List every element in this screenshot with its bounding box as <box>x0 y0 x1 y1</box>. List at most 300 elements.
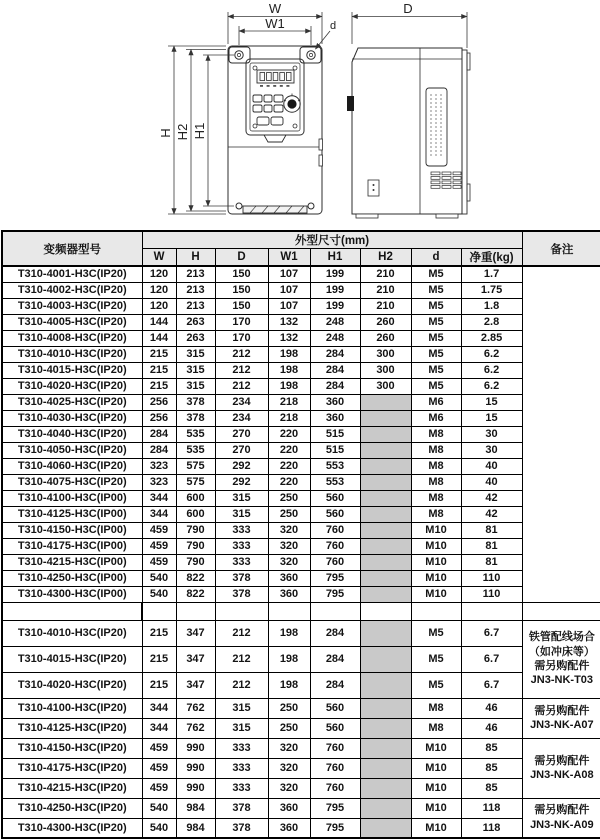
dim-cell: M10 <box>411 570 461 586</box>
dim-cell <box>360 426 411 442</box>
dim-cell: 378 <box>215 586 268 602</box>
dim-cell: 790 <box>176 522 215 538</box>
dim-cell: 320 <box>268 522 310 538</box>
table-row <box>2 266 600 282</box>
model-cell: T310-4001-H3C(IP20) <box>2 266 142 282</box>
dim-cell: 215 <box>142 362 176 378</box>
table-row <box>2 506 600 522</box>
dim-cell: 315 <box>176 362 215 378</box>
table-row <box>2 346 600 362</box>
dim-cell: 260 <box>360 330 411 346</box>
dim-cell <box>360 738 411 758</box>
dim-cell: 150 <box>215 298 268 314</box>
dim-cell: 198 <box>268 620 310 646</box>
table-row <box>2 672 600 698</box>
dim-cell: 212 <box>215 378 268 394</box>
terminal-cover-strip <box>243 206 307 213</box>
table-row <box>2 458 600 474</box>
dim-cell: 198 <box>268 646 310 672</box>
dim-cell: 459 <box>142 554 176 570</box>
dim-cell: 284 <box>310 346 360 362</box>
dim-cell <box>360 646 411 672</box>
remark-cell: 需另购配件 JN3-NK-A07 <box>522 698 600 738</box>
dim-cell: M5 <box>411 314 461 330</box>
dim-cell: 220 <box>268 426 310 442</box>
model-cell: T310-4125-H3C(IP00) <box>2 506 142 522</box>
dim-cell: 762 <box>176 718 215 738</box>
dim-cell: 315 <box>215 718 268 738</box>
dim-cell: 760 <box>310 738 360 758</box>
dim-cell: M8 <box>411 490 461 506</box>
dim-cell: 315 <box>215 698 268 718</box>
dim-cell: M5 <box>411 378 461 394</box>
dim-cell: 600 <box>176 506 215 522</box>
dim-cell: 344 <box>142 506 176 522</box>
dim-cell: 535 <box>176 442 215 458</box>
dim-cell: 320 <box>268 738 310 758</box>
dim-cell: 320 <box>268 778 310 798</box>
table-row <box>2 698 600 718</box>
dim-cell: 315 <box>176 378 215 394</box>
separator-cell <box>360 602 411 620</box>
dim-cell: 218 <box>268 410 310 426</box>
dim-cell: 120 <box>142 298 176 314</box>
table-row <box>2 410 600 426</box>
dim-cell: 315 <box>215 506 268 522</box>
table-row <box>2 442 600 458</box>
remark-cell: 需另购配件 JN3-NK-A08 <box>522 738 600 798</box>
dim-cell: 760 <box>310 778 360 798</box>
dim-cell: 795 <box>310 586 360 602</box>
dim-cell: 984 <box>176 798 215 818</box>
dim-cell: 360 <box>268 798 310 818</box>
separator-cell <box>268 602 310 620</box>
dim-cell: 540 <box>142 586 176 602</box>
dim-cell: 218 <box>268 394 310 410</box>
dim-cell: M5 <box>411 620 461 646</box>
dim-cell: 795 <box>310 570 360 586</box>
col-header-w1: W1 <box>268 249 310 267</box>
model-cell: T310-4215-H3C(IP00) <box>2 554 142 570</box>
remark-cell <box>522 266 600 602</box>
dim-cell: 284 <box>310 378 360 394</box>
dim-cell <box>360 458 411 474</box>
dim-cell: 81 <box>461 522 522 538</box>
table-row <box>2 778 600 798</box>
dim-cell: 990 <box>176 758 215 778</box>
model-cell: T310-4060-H3C(IP20) <box>2 458 142 474</box>
separator-cell <box>461 602 522 620</box>
model-cell: T310-4005-H3C(IP20) <box>2 314 142 330</box>
dim-cell: 210 <box>360 298 411 314</box>
dim-cell: 120 <box>142 282 176 298</box>
dim-cell <box>360 538 411 554</box>
back-plate <box>462 50 470 214</box>
dim-cell: 6.2 <box>461 346 522 362</box>
dim-cell: M10 <box>411 538 461 554</box>
dim-cell: 263 <box>176 330 215 346</box>
dim-cell: 199 <box>310 266 360 282</box>
dim-cell: 575 <box>176 474 215 490</box>
dim-cell: 378 <box>176 394 215 410</box>
dim-cell: 344 <box>142 718 176 738</box>
dim-cell: 378 <box>215 818 268 838</box>
model-cell: T310-4020-H3C(IP20) <box>2 672 142 698</box>
col-header-remark: 备注 <box>522 231 600 266</box>
dim-cell: 213 <box>176 266 215 282</box>
col-header-screw: d <box>411 249 461 267</box>
dim-cell: 790 <box>176 538 215 554</box>
dim-cell <box>360 490 411 506</box>
col-header-h1: H1 <box>310 249 360 267</box>
dim-cell: 40 <box>461 458 522 474</box>
model-cell: T310-4150-H3C(IP00) <box>2 522 142 538</box>
dim-cell <box>360 778 411 798</box>
dim-cell: 284 <box>310 646 360 672</box>
table-row <box>2 798 600 818</box>
dim-cell: 320 <box>268 758 310 778</box>
dim-cell: 210 <box>360 282 411 298</box>
dim-cell: 515 <box>310 426 360 442</box>
dim-cell: 300 <box>360 346 411 362</box>
dim-cell: 822 <box>176 570 215 586</box>
dim-cell: 284 <box>310 362 360 378</box>
table-row <box>2 818 600 838</box>
dim-cell: 215 <box>142 378 176 394</box>
dim-cell: 1.8 <box>461 298 522 314</box>
dim-cell: 107 <box>268 298 310 314</box>
col-header-model: 变频器型号 <box>2 231 142 266</box>
col-header-weight: 净重(kg) <box>461 249 522 267</box>
separator-row <box>2 602 600 620</box>
dim-cell: 270 <box>215 442 268 458</box>
separator-cell <box>310 602 360 620</box>
separator-cell <box>176 602 215 620</box>
dim-cell: 170 <box>215 330 268 346</box>
dim-cell: 6.2 <box>461 378 522 394</box>
inverter-outline-drawing <box>0 0 600 230</box>
remark-cell: 需另购配件 JN3-NK-A09 <box>522 798 600 838</box>
separator-cell <box>522 602 600 620</box>
dim-cell: 360 <box>268 818 310 838</box>
dim-cell: M8 <box>411 698 461 718</box>
dim-cell: M10 <box>411 554 461 570</box>
table-row <box>2 362 600 378</box>
dim-cell: M10 <box>411 778 461 798</box>
dimension-drawing <box>0 0 600 230</box>
dim-cell: 378 <box>215 798 268 818</box>
dim-cell: 263 <box>176 314 215 330</box>
table-row <box>2 394 600 410</box>
table-row <box>2 758 600 778</box>
dim-cell: 199 <box>310 282 360 298</box>
dim-cell: 220 <box>268 458 310 474</box>
dim-cell: 300 <box>360 362 411 378</box>
dim-cell <box>360 818 411 838</box>
dim-cell: M5 <box>411 330 461 346</box>
dim-cell: 81 <box>461 554 522 570</box>
model-cell: T310-4025-H3C(IP20) <box>2 394 142 410</box>
dim-cell: 540 <box>142 570 176 586</box>
dim-cell: 215 <box>142 620 176 646</box>
dim-cell: 234 <box>215 394 268 410</box>
model-cell: T310-4300-H3C(IP00) <box>2 586 142 602</box>
dim-cell: 315 <box>176 346 215 362</box>
dim-cell: 323 <box>142 458 176 474</box>
dim-cell: 347 <box>176 620 215 646</box>
model-cell: T310-4010-H3C(IP20) <box>2 620 142 646</box>
dim-cell: 85 <box>461 778 522 798</box>
model-cell: T310-4175-H3C(IP20) <box>2 758 142 778</box>
dim-cell: 6.7 <box>461 646 522 672</box>
dim-cell: 459 <box>142 778 176 798</box>
dim-cell: 292 <box>215 458 268 474</box>
dim-cell: 248 <box>310 314 360 330</box>
model-cell: T310-4008-H3C(IP20) <box>2 330 142 346</box>
dim-cell: 600 <box>176 490 215 506</box>
dim-cell: 333 <box>215 538 268 554</box>
dim-cell: 270 <box>215 426 268 442</box>
dim-cell <box>360 474 411 490</box>
dim-cell: 553 <box>310 474 360 490</box>
dim-cell: 984 <box>176 818 215 838</box>
model-cell: T310-4015-H3C(IP20) <box>2 646 142 672</box>
dim-cell: 459 <box>142 522 176 538</box>
dim-cell: 250 <box>268 698 310 718</box>
dim-cell: 248 <box>310 330 360 346</box>
dim-cell: 459 <box>142 758 176 778</box>
dim-cell: 515 <box>310 442 360 458</box>
table-row <box>2 522 600 538</box>
table-row <box>2 538 600 554</box>
dim-label-h1: H1 <box>192 122 207 140</box>
col-header-h2: H2 <box>360 249 411 267</box>
dim-cell: 212 <box>215 346 268 362</box>
table-row <box>2 646 600 672</box>
model-cell: T310-4175-H3C(IP00) <box>2 538 142 554</box>
model-cell: T310-4250-H3C(IP00) <box>2 570 142 586</box>
dim-cell <box>360 698 411 718</box>
dim-cell <box>360 394 411 410</box>
dim-cell <box>360 620 411 646</box>
dim-cell: 360 <box>310 410 360 426</box>
dim-cell: 459 <box>142 738 176 758</box>
dim-cell: 320 <box>268 538 310 554</box>
dim-cell <box>360 586 411 602</box>
front-view <box>228 46 323 214</box>
dim-cell: 213 <box>176 282 215 298</box>
dim-cell: M5 <box>411 346 461 362</box>
model-cell: T310-4030-H3C(IP20) <box>2 410 142 426</box>
model-cell: T310-4050-H3C(IP20) <box>2 442 142 458</box>
table-row <box>2 426 600 442</box>
dim-cell: 215 <box>142 672 176 698</box>
dim-cell: 118 <box>461 818 522 838</box>
dim-cell: 110 <box>461 586 522 602</box>
dim-cell: M5 <box>411 282 461 298</box>
dim-label-hole: d <box>329 20 337 32</box>
dimension-table <box>1 230 600 839</box>
col-header-d: D <box>215 249 268 267</box>
dim-cell: 333 <box>215 554 268 570</box>
dim-cell: 575 <box>176 458 215 474</box>
dim-cell <box>360 758 411 778</box>
dim-cell: 260 <box>360 314 411 330</box>
table-row <box>2 298 600 314</box>
col-header-w: W <box>142 249 176 267</box>
dim-cell: 560 <box>310 698 360 718</box>
dim-cell <box>360 718 411 738</box>
dim-cell: 300 <box>360 378 411 394</box>
dim-cell: 315 <box>215 490 268 506</box>
dim-cell: M8 <box>411 458 461 474</box>
dim-cell: 347 <box>176 646 215 672</box>
dim-cell: 553 <box>310 458 360 474</box>
table-row <box>2 330 600 346</box>
dim-cell: M5 <box>411 362 461 378</box>
dim-cell: 256 <box>142 410 176 426</box>
dim-cell: 560 <box>310 506 360 522</box>
table-body <box>2 266 600 838</box>
dim-cell: 250 <box>268 718 310 738</box>
dim-cell: 795 <box>310 798 360 818</box>
dim-cell: 107 <box>268 266 310 282</box>
col-header-h: H <box>176 249 215 267</box>
dim-cell: 560 <box>310 718 360 738</box>
dim-cell: 333 <box>215 738 268 758</box>
dim-cell: 250 <box>268 490 310 506</box>
dim-cell: 535 <box>176 426 215 442</box>
model-cell: T310-4015-H3C(IP20) <box>2 362 142 378</box>
dim-cell <box>360 410 411 426</box>
dim-cell: M8 <box>411 718 461 738</box>
dim-cell: 212 <box>215 362 268 378</box>
dim-cell: 990 <box>176 738 215 758</box>
dim-cell: 198 <box>268 672 310 698</box>
dim-cell: 284 <box>142 442 176 458</box>
dim-cell <box>360 798 411 818</box>
model-cell: T310-4100-H3C(IP20) <box>2 698 142 718</box>
model-cell: T310-4040-H3C(IP20) <box>2 426 142 442</box>
dim-cell: 459 <box>142 538 176 554</box>
dim-cell: 144 <box>142 330 176 346</box>
dim-cell: M10 <box>411 758 461 778</box>
dim-cell: 760 <box>310 522 360 538</box>
model-cell: T310-4150-H3C(IP20) <box>2 738 142 758</box>
dim-cell: 333 <box>215 778 268 798</box>
model-cell: T310-4010-H3C(IP20) <box>2 346 142 362</box>
separator-cell <box>215 602 268 620</box>
dim-cell: 1.7 <box>461 266 522 282</box>
dim-cell: 762 <box>176 698 215 718</box>
table-row <box>2 474 600 490</box>
dim-cell: 199 <box>310 298 360 314</box>
dim-cell: 40 <box>461 474 522 490</box>
dim-cell: 120 <box>142 266 176 282</box>
dim-label-h: H <box>158 128 173 138</box>
side-view <box>347 48 470 218</box>
model-cell: T310-4075-H3C(IP20) <box>2 474 142 490</box>
dim-cell: M10 <box>411 798 461 818</box>
dim-cell: 42 <box>461 490 522 506</box>
dim-cell: 212 <box>215 672 268 698</box>
table-row <box>2 490 600 506</box>
dim-cell: 344 <box>142 490 176 506</box>
separator-cell <box>142 602 176 620</box>
model-cell: T310-4300-H3C(IP20) <box>2 818 142 838</box>
dim-cell: 107 <box>268 282 310 298</box>
dim-cell: 323 <box>142 474 176 490</box>
dim-cell: 320 <box>268 554 310 570</box>
dim-cell: 85 <box>461 758 522 778</box>
table-row <box>2 738 600 758</box>
dim-cell: 284 <box>142 426 176 442</box>
dim-cell: 212 <box>215 646 268 672</box>
dim-cell: 2.8 <box>461 314 522 330</box>
model-cell: T310-4125-H3C(IP20) <box>2 718 142 738</box>
dim-cell: 170 <box>215 314 268 330</box>
dim-cell: 6.7 <box>461 672 522 698</box>
dim-cell <box>360 672 411 698</box>
dim-cell: 220 <box>268 442 310 458</box>
dim-cell: 215 <box>142 346 176 362</box>
dim-cell: 378 <box>176 410 215 426</box>
dim-cell: M5 <box>411 266 461 282</box>
dim-cell: 81 <box>461 538 522 554</box>
dim-cell: M5 <box>411 298 461 314</box>
dim-cell: 540 <box>142 798 176 818</box>
dim-cell <box>360 506 411 522</box>
dim-cell: M8 <box>411 442 461 458</box>
model-cell: T310-4250-H3C(IP20) <box>2 798 142 818</box>
dim-cell: 256 <box>142 394 176 410</box>
table-row <box>2 378 600 394</box>
dim-cell: 198 <box>268 346 310 362</box>
dim-cell: 250 <box>268 506 310 522</box>
dim-cell: 132 <box>268 314 310 330</box>
table-row <box>2 620 600 646</box>
dim-cell: M10 <box>411 818 461 838</box>
dim-cell: 360 <box>268 570 310 586</box>
dim-cell: 795 <box>310 818 360 838</box>
model-cell: T310-4002-H3C(IP20) <box>2 282 142 298</box>
table-row <box>2 586 600 602</box>
dim-cell: M6 <box>411 410 461 426</box>
dim-cell: 42 <box>461 506 522 522</box>
dim-cell: 150 <box>215 266 268 282</box>
dim-cell: M6 <box>411 394 461 410</box>
dim-cell: 760 <box>310 758 360 778</box>
header-row-1 <box>2 231 600 249</box>
dim-cell: 46 <box>461 698 522 718</box>
dim-label-w1: W1 <box>265 16 285 31</box>
dim-cell: 15 <box>461 394 522 410</box>
dim-cell: M8 <box>411 426 461 442</box>
remark-cell: 铁管配线场合 （如冲床等） 需另购配件 JN3-NK-T03 <box>522 620 600 698</box>
dim-cell: 790 <box>176 554 215 570</box>
model-cell: T310-4020-H3C(IP20) <box>2 378 142 394</box>
dim-cell: 46 <box>461 718 522 738</box>
dim-cell: 118 <box>461 798 522 818</box>
dim-cell: 284 <box>310 672 360 698</box>
model-cell: T310-4215-H3C(IP20) <box>2 778 142 798</box>
dim-cell: 198 <box>268 378 310 394</box>
dim-cell: 333 <box>215 758 268 778</box>
dim-cell: M10 <box>411 586 461 602</box>
dim-cell: 292 <box>215 474 268 490</box>
dim-cell: 284 <box>310 620 360 646</box>
dim-cell: 215 <box>142 646 176 672</box>
